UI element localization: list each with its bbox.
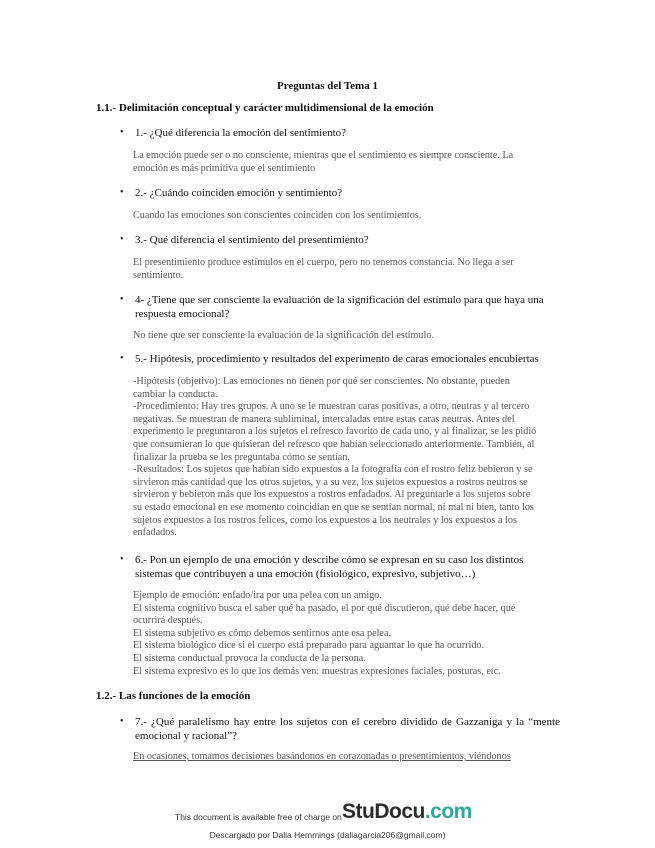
logo-domain: .com bbox=[424, 800, 472, 823]
answer-line: sirvieron y bebieron más que los expuestos a rostros enfadados. Al preguntarle a los sujetos sobre bbox=[133, 489, 531, 501]
answer-line: Ejemplo de emoción: enfado/ira por una pelea con un amigo. bbox=[133, 590, 382, 601]
answer-line: El sistema subjetivo es cómo debemos sentirnos ante esa pelea. bbox=[133, 627, 392, 639]
answer-block bbox=[133, 257, 558, 282]
answer-line: emoción es más primitiva que el sentimiento bbox=[133, 162, 316, 174]
answer-line: En ocasiones, tomamos decisiones basándonos en corazonadas o presentimientos, viéndonos bbox=[133, 751, 511, 762]
question-item bbox=[120, 293, 560, 321]
question-item bbox=[120, 186, 560, 200]
answer-block bbox=[133, 150, 558, 175]
page-title: Preguntas del Tema 1 bbox=[277, 80, 378, 92]
answer-line: experimento le preguntaron a los sujetos el refresco favorito de cada uno, y al finalizar, se les pidió bbox=[133, 426, 537, 438]
logo-text: StuDocu bbox=[342, 800, 425, 823]
section-heading-1-2: 1.2.- Las funciones de la emoción bbox=[96, 690, 251, 702]
answer-block bbox=[133, 330, 558, 343]
answer-line: finalizar la prueba se les preguntaba cómo se sentían. bbox=[133, 451, 350, 463]
question-item bbox=[120, 715, 560, 743]
answer-line: su estado emocional en ese momento coincidían en que se sentían normal, ni mal ni bien, tanto los bbox=[133, 501, 534, 513]
question-text: 1.- ¿Qué diferencia la emoción del sentimiento? bbox=[135, 127, 347, 139]
section-heading-1-1: 1.1.- Delimitación conceptual y carácter multidimensional de la emoción bbox=[96, 102, 434, 114]
answer-line: enfadados. bbox=[133, 527, 177, 539]
question-item bbox=[120, 126, 560, 140]
answer-line: El sistema biológico dice si el cuerpo está preparado para aguantar lo que ha ocurrido. bbox=[133, 640, 485, 652]
answer-line: El sistema conductual provoca la conducta de la persona. bbox=[133, 652, 366, 664]
answer-block bbox=[133, 376, 558, 540]
answer-line: que consumieran lo que quisieran del refresco que habían seleccionado anteriormente. También, al bbox=[133, 438, 535, 450]
answer-line: sujetos expuestos a los rostros felices, como los expuestos a los neutrales y los expuestos a los bbox=[133, 514, 517, 526]
answer-line: cambiar la conducta. bbox=[133, 388, 218, 400]
answer-line: La emoción puede ser o no consciente, mientras que el sentimiento es siempre consciente. La bbox=[133, 150, 514, 161]
bullet-icon: • bbox=[120, 234, 124, 245]
answer-line: El sistema expresivo es lo que los demás ven: muestras expresiones faciales, posturas, etc. bbox=[133, 665, 501, 677]
question-text: 3.- Qué diferencia el sentimiento del presentimiento? bbox=[135, 234, 369, 246]
bullet-icon: • bbox=[120, 187, 124, 198]
question-item bbox=[120, 233, 560, 247]
answer-line: -Resultados: Los sujetos que habían sido expuestos a la fotografía con el rostro feliz bebieron y se bbox=[133, 464, 533, 476]
answer-line: El presentimiento produce estímulos en el cuerpo, pero no tenemos constancia. No llega a ser bbox=[133, 257, 514, 268]
bullet-icon: • bbox=[120, 353, 124, 364]
answer-block bbox=[133, 751, 558, 764]
bullet-icon: • bbox=[120, 127, 124, 138]
question-item bbox=[120, 352, 560, 366]
answer-block bbox=[133, 590, 558, 678]
question-text: 4- ¿Tiene que ser consciente la evaluación de la significación del estímulo para que haya una respuesta emocional? bbox=[135, 294, 544, 320]
question-text: 5.- Hipótesis, procedimiento y resultados del experimento de caras emocionales encubiertas bbox=[135, 353, 539, 365]
footer-availability-note: This document is available free of charge on bbox=[175, 812, 342, 822]
question-item bbox=[120, 553, 560, 581]
answer-block bbox=[133, 210, 558, 223]
question-text: 7.- ¿Qué paralelismo hay entre los sujetos con el cerebro dividido de Gazzaniga y la “mente emocional y racional”? bbox=[135, 716, 560, 742]
bullet-icon: • bbox=[120, 554, 124, 565]
answer-line: -Procedimiento: Hay tres grupos. A uno se le muestran caras positivas, a otro, neutras y al tercero bbox=[133, 401, 530, 413]
answer-line: negativas. Se muestran de manera subliminal, intercaladas entre estas caras neutras. Antes del bbox=[133, 413, 515, 425]
answer-line: ocurrirá después. bbox=[133, 615, 203, 627]
answer-line: No tiene que ser consciente la evaluación de la significación del estímulo. bbox=[133, 330, 434, 341]
question-text: 2.- ¿Cuándo coinciden emoción y sentimiento? bbox=[135, 187, 343, 199]
footer-download-credit: Descargado por Dalia Hemmings (daliagarcia206@gmail.com) bbox=[209, 830, 446, 840]
bullet-icon: • bbox=[120, 294, 124, 305]
bullet-icon: • bbox=[120, 716, 124, 727]
answer-line: sentimiento. bbox=[133, 269, 184, 281]
answer-line: -Hipótesis (objetivo): Las emociones no tienen por qué ser conscientes. No obstante, pueden bbox=[133, 376, 510, 387]
answer-line: sirvieron más cantidad que los otros sujetos, y a su vez, los sujetos expuestos a rostros neutros se bbox=[133, 476, 528, 488]
question-text: 6.- Pon un ejemplo de una emoción y describe cómo se expresan en su caso los distintos sistemas que contribuyen a una emoción (fisiológico, expresivo, subjetivo…) bbox=[135, 554, 524, 580]
studocu-logo[interactable] bbox=[342, 800, 472, 824]
answer-line: Cuando las emociones son conscientes coinciden con los sentimientos. bbox=[133, 210, 422, 221]
answer-line: El sistema cognitivo busca el saber qué ha pasado, el por qué discutieron, qué debe hacer, qué bbox=[133, 602, 516, 614]
